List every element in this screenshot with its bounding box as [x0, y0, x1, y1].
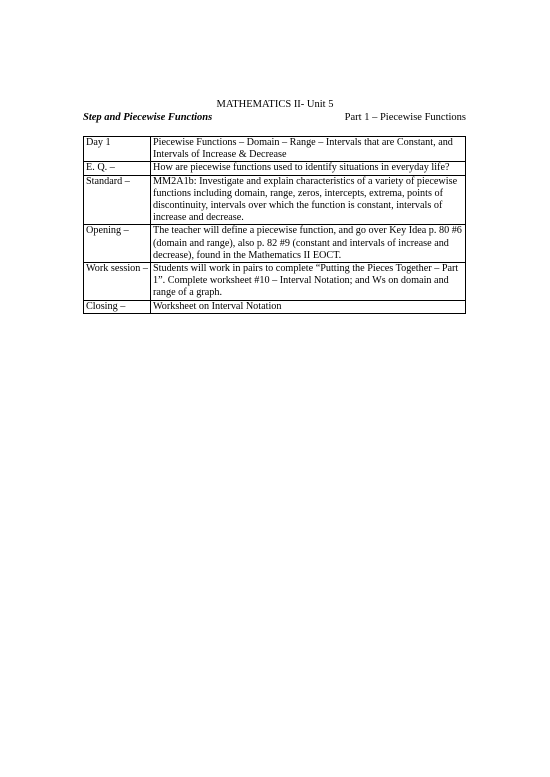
table-row-essential-question: [84, 162, 466, 175]
table-row-closing: [84, 300, 466, 313]
row-label: Standard –: [84, 175, 151, 225]
table-row-opening: [84, 225, 466, 263]
part-title: Part 1 – Piecewise Functions: [344, 112, 466, 123]
table-row-work-session: [84, 263, 466, 301]
unit-topic: Step and Piecewise Functions: [83, 112, 213, 123]
row-content: The teacher will define a piecewise function, and go over Key Idea p. 80 #6 (domain and range), also p. 82 #9 (constant and intervals of increase and decrease), found in the Mathematics II EOCT.: [151, 225, 466, 263]
row-content: MM2A1b: Investigate and explain characteristics of a variety of piecewise functions including domain, range, zeros, intercepts, extrema, points of discontinuity, intervals over which the function is constant, intervals of increase and decrease.: [151, 175, 466, 225]
row-content: Piecewise Functions – Domain – Range – Intervals that are Constant, and Intervals of Increase & Decrease: [151, 137, 466, 162]
lesson-plan-table: [83, 136, 466, 314]
subtitle-row: [83, 111, 466, 125]
row-content: Students will work in pairs to complete “Putting the Pieces Together – Part 1”. Complete worksheet #10 – Interval Notation; and Ws on domain and range of a graph.: [151, 263, 466, 301]
row-label: Day 1: [84, 137, 151, 162]
table-row-standard: [84, 175, 466, 225]
row-label: Work session –: [84, 263, 151, 301]
row-content: How are piecewise functions used to identify situations in everyday life?: [151, 162, 466, 175]
table-row-day: [84, 137, 466, 162]
row-label: Opening –: [84, 225, 151, 263]
row-content: Worksheet on Interval Notation: [151, 300, 466, 313]
page-title: MATHEMATICS II- Unit 5: [216, 99, 334, 110]
row-label: Closing –: [84, 300, 151, 313]
row-label: E. Q. –: [84, 162, 151, 175]
